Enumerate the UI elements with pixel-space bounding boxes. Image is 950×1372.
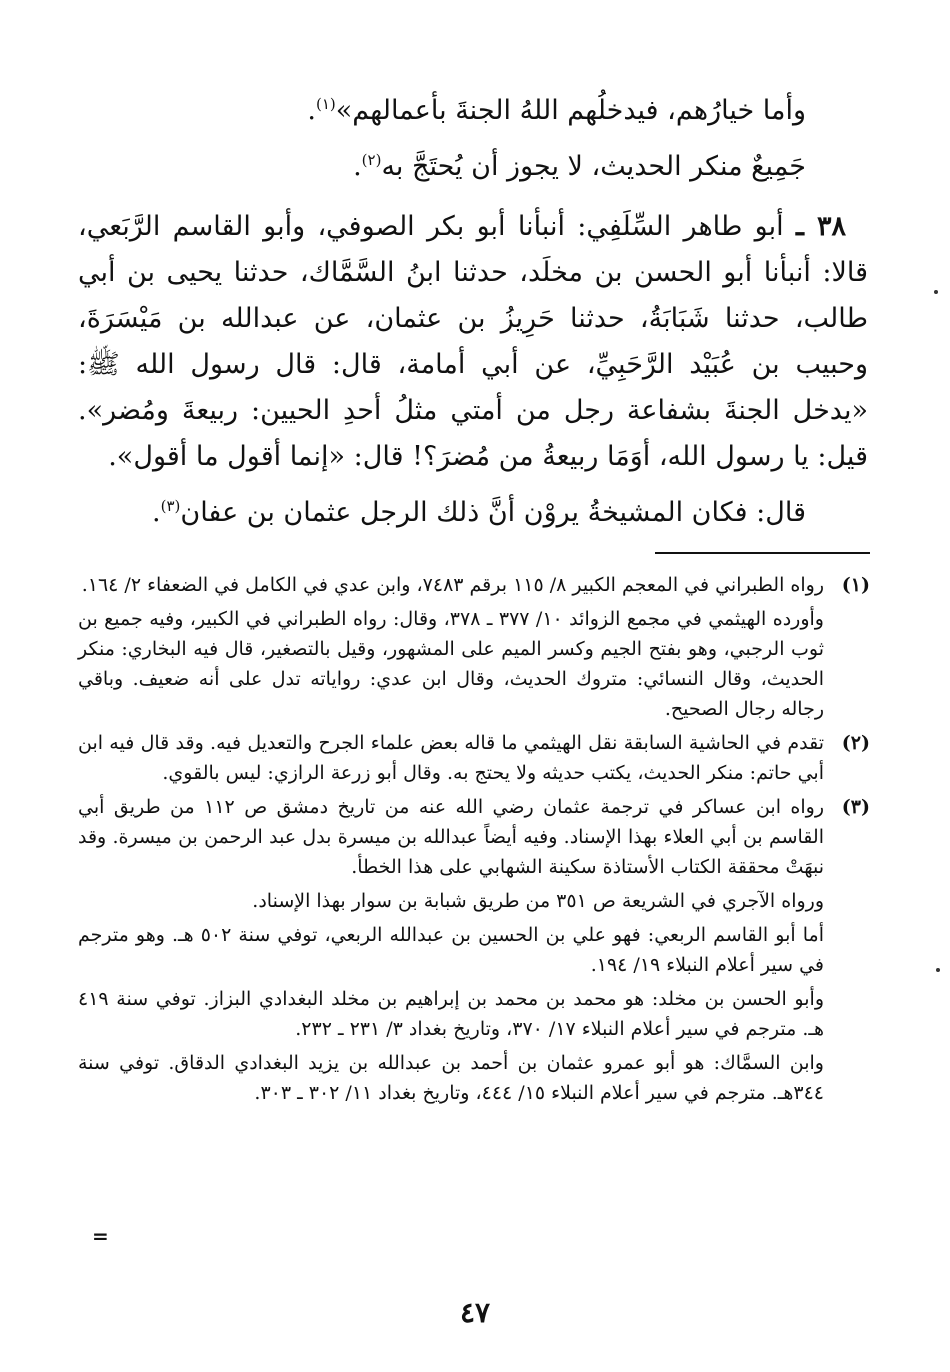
hadith-paragraph xyxy=(78,204,868,480)
footnote-1-number: (١) xyxy=(841,574,870,596)
page-number: ٤٧ xyxy=(459,1296,491,1329)
footnote-separator xyxy=(655,552,870,554)
footnotes-block xyxy=(78,570,870,1112)
footnote-1-paragraph-1: رواه الطبراني في المعجم الكبير ٨/ ١١٥ برقم ٧٤٨٣، وابن عدي في الكامل في الضعفاء ٢/ ١٦٤. xyxy=(81,574,824,596)
footnote-2-body xyxy=(78,728,824,788)
main-line-2-text: جَمِيعٌ منكر الحديث، لا يجوز أن يُحتَجَّ به xyxy=(381,151,806,182)
continuation-mark: = xyxy=(92,1224,109,1248)
footnote-1-continued xyxy=(78,604,870,724)
footnote-ref-2: (٢) xyxy=(361,151,382,169)
main-line-1: وأما خيارُهم، فيدخلُهم اللهُ الجنةَ بأعمالهم»$^{(١)}$. xyxy=(307,95,806,126)
footnote-1 xyxy=(78,570,870,600)
footnote-3-paragraph-4: وأبو الحسن بن مخلد: هو محمد بن محمد بن إبراهيم بن مخلد البغدادي البزاز. توفي سنة ٤١٩ هـ. مترجم في سير أعلام النبلاء ١٧/ ٣٧٠، وتاريخ بغداد ٣/ ٢٣١ ـ ٢٣٢. xyxy=(78,988,824,1040)
footnote-3-paragraph-3: أما أبو القاسم الربعي: فهو علي بن الحسين بن عبدالله الربعي، توفي سنة ٥٠٢ هـ. وهو مترجم في سير أعلام النبلاء ١٩/ ١٩٤. xyxy=(78,924,824,976)
footnote-2-number: (٢) xyxy=(841,732,870,754)
hadith-text: أبو طاهر السِّلَفِي: أنبأنا أبو بكر الصوفي، وأبو القاسم الرَّبَعي، قالا: أنبأنا أبو الحسن بن مخلَد، حدثنا ابنُ السَّمَّاك، حدثنا يحيى بن أبي طالب، حدثنا شَبَابَةُ، حدثنا حَرِيزُ بن عثمان، عن عبدالله بن مَيْسَرَةَ، وحبيب بن عُبَيْد الرَّحَبِيِّ، عن أبي أمامة، قال: قال رسول الله ﷺ: «يدخل الجنةَ بشفاعة رجل من أمتي مثلُ أحدِ الحيين: ربيعةَ ومُضر». قيل: يا رسول الله، أوَمَا ربيعةُ من مُضرَ؟! قال: «إنما أقول ما أقول». xyxy=(78,211,868,472)
footnote-3 xyxy=(78,792,870,882)
footnote-ref-3: (٣) xyxy=(160,497,181,515)
margin-speck xyxy=(934,290,938,294)
closing-line: قال: فكان المشيخةُ يروْن أنَّ ذلك الرجل عثمان بن عفان$^{(٣)}$. xyxy=(151,497,806,528)
main-line-2: جَمِيعٌ منكر الحديث، لا يجوز أن يُحتَجَّ به$^{(٢)}$. xyxy=(353,151,806,182)
footnote-2-paragraph-1: تقدم في الحاشية السابقة نقل الهيثمي ما قاله بعض علماء الجرح والتعديل فيه. وقد قال فيه ابن أبي حاتم: منكر الحديث، يكتب حديثه ولا يحتج به. وقال أبو زرعة الرازي: ليس بالقوي. xyxy=(78,732,824,784)
main-text-block xyxy=(78,88,868,536)
footnote-3-body xyxy=(78,792,824,882)
footnote-2 xyxy=(78,728,870,788)
footnote-ref-1: (١) xyxy=(316,95,336,113)
footnote-3-number: (٣) xyxy=(841,796,870,818)
footnote-3-continued xyxy=(78,886,870,1108)
main-line-1-text: وأما خيارُهم، فيدخلُهم اللهُ الجنةَ بأعمالهم» xyxy=(335,95,806,126)
footnote-1-paragraph-2: وأورده الهيثمي في مجمع الزوائد ١٠/ ٣٧٧ ـ ٣٧٨، وقال: رواه الطبراني في الكبير، وفيه جميع بن ثوب الرجبي، وهو بفتح الجيم وكسر الميم على المشهور، وقيل بالتصغير، قال فيه البخاري: منكر الحديث، وقال النسائي: متروك الحديث، وقال ابن عدي: رواياته تدل على أنه ضعيف. وباقي رجاله رجال الصحيح. xyxy=(78,608,824,720)
hadith-number: ٣٨ ـ xyxy=(795,211,846,242)
footnote-1-body xyxy=(78,570,824,600)
margin-speck xyxy=(936,968,940,972)
footnote-3-paragraph-2: ورواه الآجري في الشريعة ص ٣٥١ من طريق شبابة بن سوار بهذا الإسناد. xyxy=(252,890,824,912)
footnote-3-paragraph-1: رواه ابن عساكر في ترجمة عثمان رضي الله عنه من تاريخ دمشق ص ١١٢ من طريق أبي القاسم بن أبي العلاء بهذا الإسناد. وفيه أيضاً عبدالله بن ميسرة بدل عبد الرحمن بن ميسرة. وقد نبهَتْ محققة الكتاب الأستاذة سكينة الشهابي على هذا الخطأ. xyxy=(78,796,825,878)
footnote-3-paragraph-5: وابن السمَّاك: هو أبو عمرو عثمان بن أحمد بن عبدالله بن يزيد البغدادي الدقاق. توفي سنة ٣٤٤هـ. مترجم في سير أعلام النبلاء ١٥/ ٤٤٤، وتاريخ بغداد ١١/ ٣٠٢ ـ ٣٠٣. xyxy=(78,1052,824,1104)
closing-text: قال: فكان المشيخةُ يروْن أنَّ ذلك الرجل عثمان بن عفان xyxy=(180,497,806,528)
